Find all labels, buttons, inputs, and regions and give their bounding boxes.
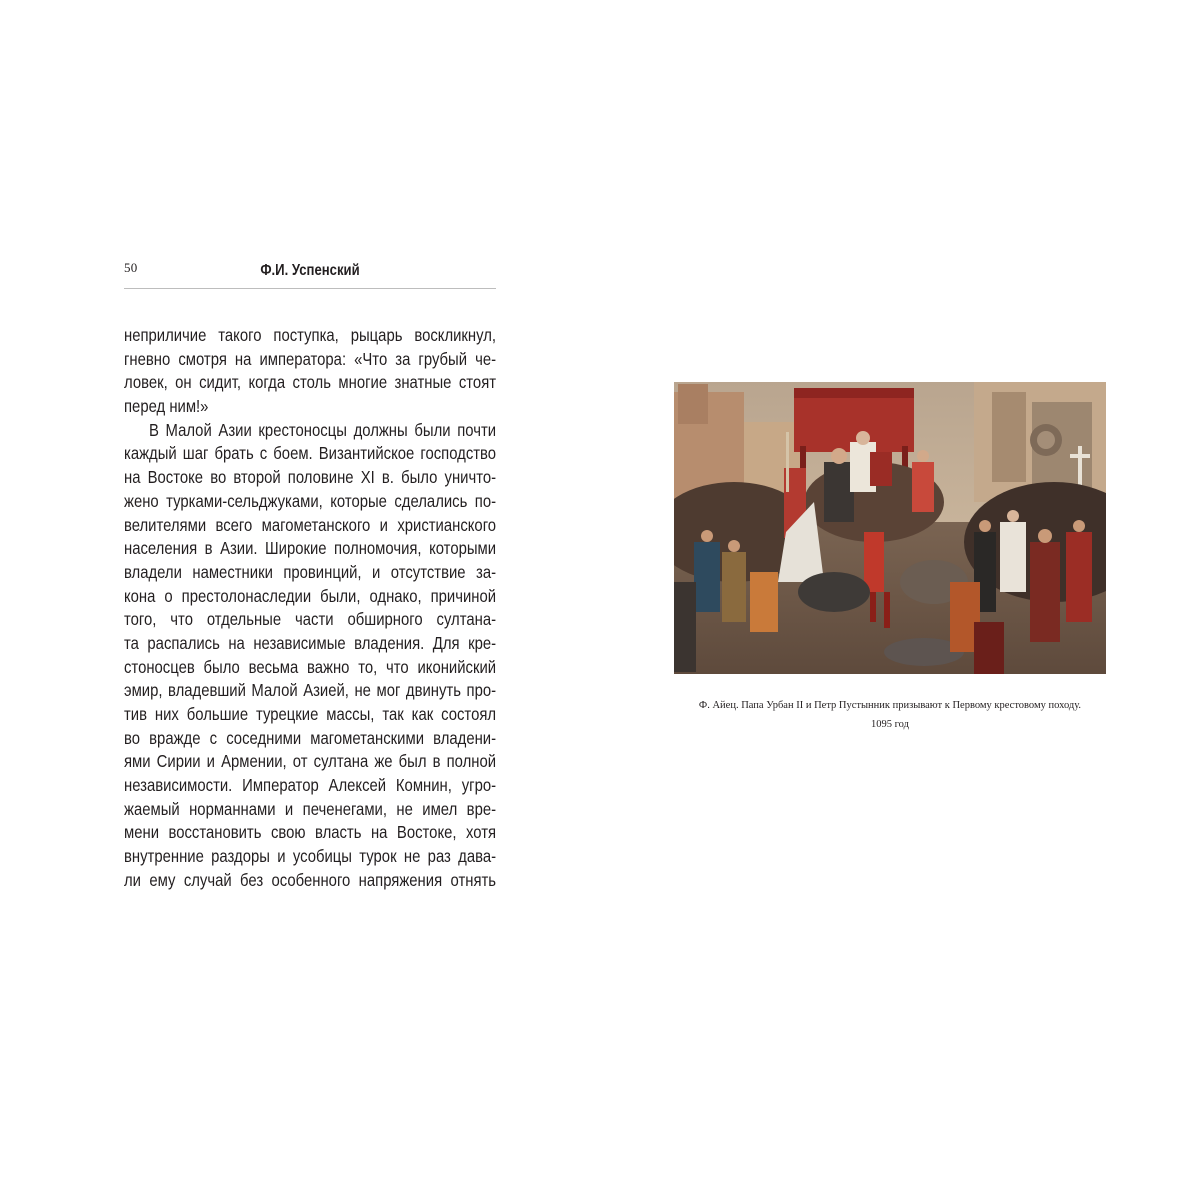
- text-line: владели наместники провинций, и отсутствие за-: [124, 561, 497, 582]
- running-title: Ф.И. Успенский: [260, 262, 360, 279]
- caption-year: 1095 год: [871, 719, 909, 730]
- text-line: неприличие такого поступка, рыцарь воскликнул,: [124, 325, 497, 345]
- figure-caption: [660, 696, 1120, 734]
- text-line: тив них большие турецкие массы, так как состоял: [124, 704, 497, 724]
- text-line: перед ним!»: [124, 396, 209, 417]
- text-line: на Востоке во второй половине XI в. было уничто-: [124, 467, 497, 488]
- text-line: гневно смотря на императора: «Что за грубый че-: [124, 348, 497, 369]
- painting-crowd-scene-icon: [674, 382, 1106, 674]
- page-number: 50: [124, 260, 138, 275]
- text-line: кона о престолонаследии были, однако, причиной: [124, 585, 497, 606]
- text-line: во вражде с соседними магометанскими владени-: [124, 727, 497, 748]
- text-line: ли ему случай без особенного напряжения отнять: [124, 869, 497, 890]
- text-line: ями Сирии и Армении, от султана же был в полной: [124, 751, 497, 772]
- text-line: населения в Азии. Широкие полномочия, которыми: [124, 538, 497, 559]
- page-header: [124, 256, 496, 289]
- text-line: эмир, владевший Малой Азией, не мог двинуть про-: [124, 680, 497, 701]
- text-line: жено турками-сельджуками, которые сделались по-: [124, 490, 497, 511]
- painting-image: [674, 382, 1106, 674]
- caption-line: Ф. Айец. Папа Урбан II и Петр Пустынник призывают к Первому крестовому походу.: [698, 700, 1082, 711]
- text-line: независимости. Император Алексей Комнин, угро-: [124, 775, 497, 796]
- text-line: жаемый норманнами и печенегами, не имел вре-: [124, 798, 497, 819]
- text-line: мени восстановить свою власть на Востоке, хотя: [124, 822, 497, 843]
- text-line: внутренние раздоры и усобицы турок не раз дава-: [124, 846, 497, 867]
- text-line: каждый шаг брать с боем. Византийское господство: [124, 443, 497, 464]
- text-line: В Малой Азии крестоносцы должны были почти: [148, 419, 497, 440]
- text-line: стоносцев было весьма важно то, что иконийский: [124, 656, 497, 677]
- text-line: ловек, он сидит, когда столь многие знатные стоят: [124, 372, 497, 393]
- text-line: велителями всего магометанского и христианского: [124, 514, 497, 535]
- body-text: [124, 324, 496, 893]
- text-line: того, что отдельные части обширного султана-: [124, 609, 497, 630]
- text-line: та распались на независимые владения. Для кре-: [124, 632, 497, 653]
